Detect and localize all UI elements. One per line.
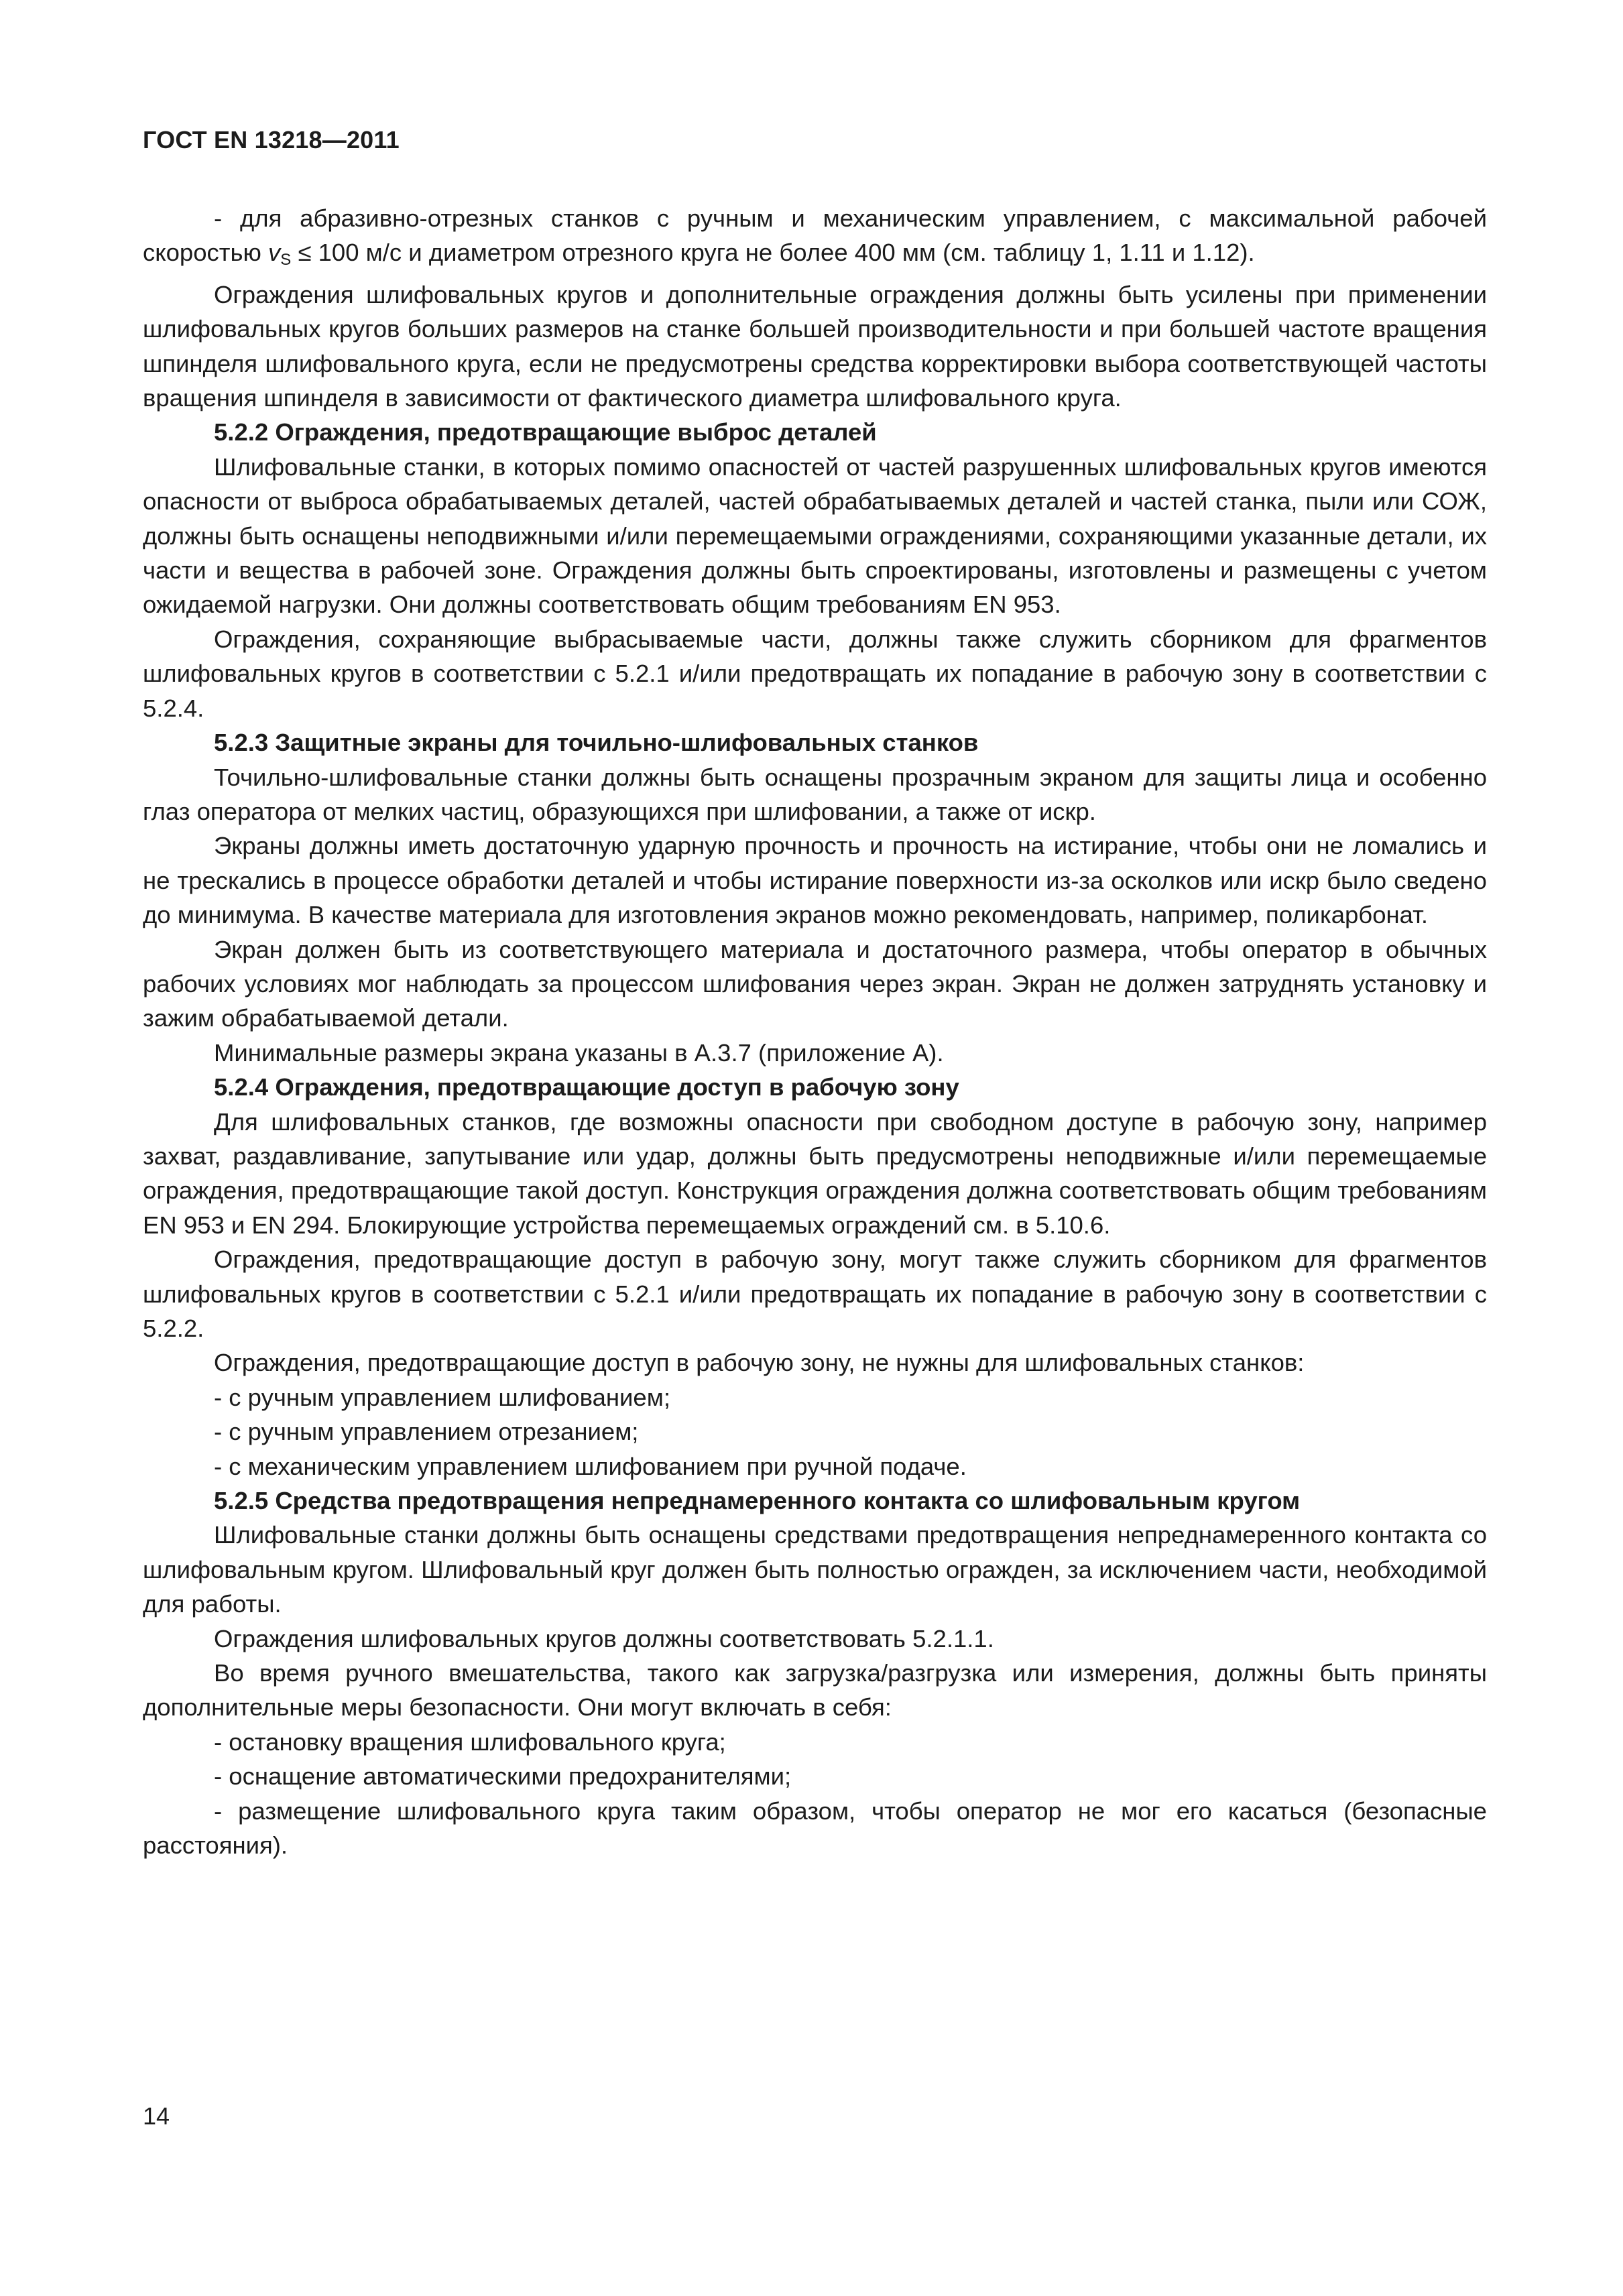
paragraph: Во время ручного вмешательства, такого как загрузка/разгрузка или измерения, должны быть приняты дополнительные меры безопасности. Они могут включать в себя: bbox=[143, 1659, 1487, 1721]
paragraph: Шлифовальные станки, в которых помимо опасностей от частей разрушенных шлифовальных кругов имеются опасности от выброса обрабатываемых деталей, частей обрабатываемых деталей и частей станка, пыли или СОЖ, должны быть оснащены неподвижными и/или перемещаемыми ограждениями, сохраняющими указанные детали, их части и вещества в рабочей зоне. Ограждения должны быть спроектированы, изготовлены и размещены с учетом ожидаемой нагрузки. Они должны соответствовать общим требованиям EN 953. bbox=[143, 452, 1487, 619]
section-heading-5-2-2: 5.2.2 Ограждения, предотвращающие выброс деталей bbox=[214, 418, 877, 446]
section-heading-5-2-5: 5.2.5 Средства предотвращения непреднамеренного контакта со шлифовальным кругом bbox=[214, 1487, 1301, 1515]
list-item: - размещение шлифовального круга таким образом, чтобы оператор не мог его касаться (безопасные расстояния). bbox=[143, 1797, 1487, 1860]
paragraph: Ограждения, сохраняющие выбрасываемые части, должны также служить сборником для фрагментов шлифовальных кругов в соответствии с 5.2.1 и/или предотвращать их попадание в рабочую зону в соответствии с 5.2.4. bbox=[143, 625, 1487, 722]
section-heading-5-2-3: 5.2.3 Защитные экраны для точильно-шлифовальных станков bbox=[214, 729, 979, 757]
list-item: - с ручным управлением отрезанием; bbox=[214, 1418, 639, 1446]
paragraph: Экраны должны иметь достаточную ударную прочность и прочность на истирание, чтобы они не ломались и не трескались в процессе обработки деталей и чтобы истирание поверхности из-за осколков или искр было сведено до минимума. В качестве материала для изготовления экранов можно рекомендовать, например, поликарбонат. bbox=[143, 832, 1487, 929]
list-item-cutoff-machines: - для абразивно-отрезных станков с ручным и механическим управлением, с максимальной рабочей скоростью $v_S \le 100$ м/с и диаметром отрезного круга не более 400 мм (см. таблицу 1, 1.11 и 1.12). bbox=[143, 204, 1487, 269]
paragraph: Минимальные размеры экрана указаны в А.3.7 (приложение А). bbox=[214, 1038, 944, 1067]
paragraph: Ограждения, предотвращающие доступ в рабочую зону, не нужны для шлифовальных станков: bbox=[214, 1349, 1305, 1377]
paragraph: Ограждения шлифовальных кругов должны соответствовать 5.2.1.1. bbox=[214, 1624, 994, 1652]
list-item: - с ручным управлением шлифованием; bbox=[214, 1383, 670, 1411]
list-item: - оснащение автоматическими предохранителями; bbox=[214, 1762, 792, 1791]
document-body bbox=[143, 201, 1487, 1863]
paragraph: Экран должен быть из соответствующего материала и достаточного размера, чтобы оператор в обычных рабочих условиях мог наблюдать за процессом шлифования через экран. Экран не должен затруднять установку и зажим обрабатываемой детали. bbox=[143, 935, 1487, 1032]
section-heading-5-2-4: 5.2.4 Ограждения, предотвращающие доступ в рабочую зону bbox=[214, 1073, 959, 1101]
list-item: - с механическим управлением шлифованием при ручной подаче. bbox=[214, 1452, 967, 1480]
paragraph: Ограждения шлифовальных кругов и дополнительные ограждения должны быть усилены при применении шлифовальных кругов больших размеров на станке большей производительности и при большей частоте вращения шпинделя шлифовального круга, если не предусмотрены средства корректировки выбора соответствующей частоты вращения шпинделя в зависимости от фактического диаметра шлифовального круга. bbox=[143, 280, 1487, 412]
paragraph: Точильно-шлифовальные станки должны быть оснащены прозрачным экраном для защиты лица и особенно глаз оператора от мелких частиц, образующихся при шлифовании, а также от искр. bbox=[143, 763, 1487, 825]
list-item: - остановку вращения шлифовального круга; bbox=[214, 1728, 726, 1756]
paragraph: Шлифовальные станки должны быть оснащены средствами предотвращения непреднамеренного контакта со шлифовальным кругом. Шлифовальный круг должен быть полностью огражден, за исключением части, необходимой для работы. bbox=[143, 1521, 1487, 1618]
paragraph: Для шлифовальных станков, где возможны опасности при свободном доступе в рабочую зону, например захват, раздавливание, запутывание или удар, должны быть предусмотрены неподвижные и/или перемещаемые ограждения, предотвращающие такой доступ. Конструкция ограждения должна соответствовать общим требованиям EN 953 и EN 294. Блокирующие устройства перемещаемых ограждений см. в 5.10.6. bbox=[143, 1107, 1487, 1239]
document-header: ГОСТ EN 13218—2011 bbox=[143, 126, 400, 154]
paragraph: Ограждения, предотвращающие доступ в рабочую зону, могут также служить сборником для фрагментов шлифовальных кругов в соответствии с 5.2.1 и/или предотвращать их попадание в рабочую зону в соответствии с 5.2.2. bbox=[143, 1246, 1487, 1342]
page-number: 14 bbox=[143, 2102, 170, 2130]
